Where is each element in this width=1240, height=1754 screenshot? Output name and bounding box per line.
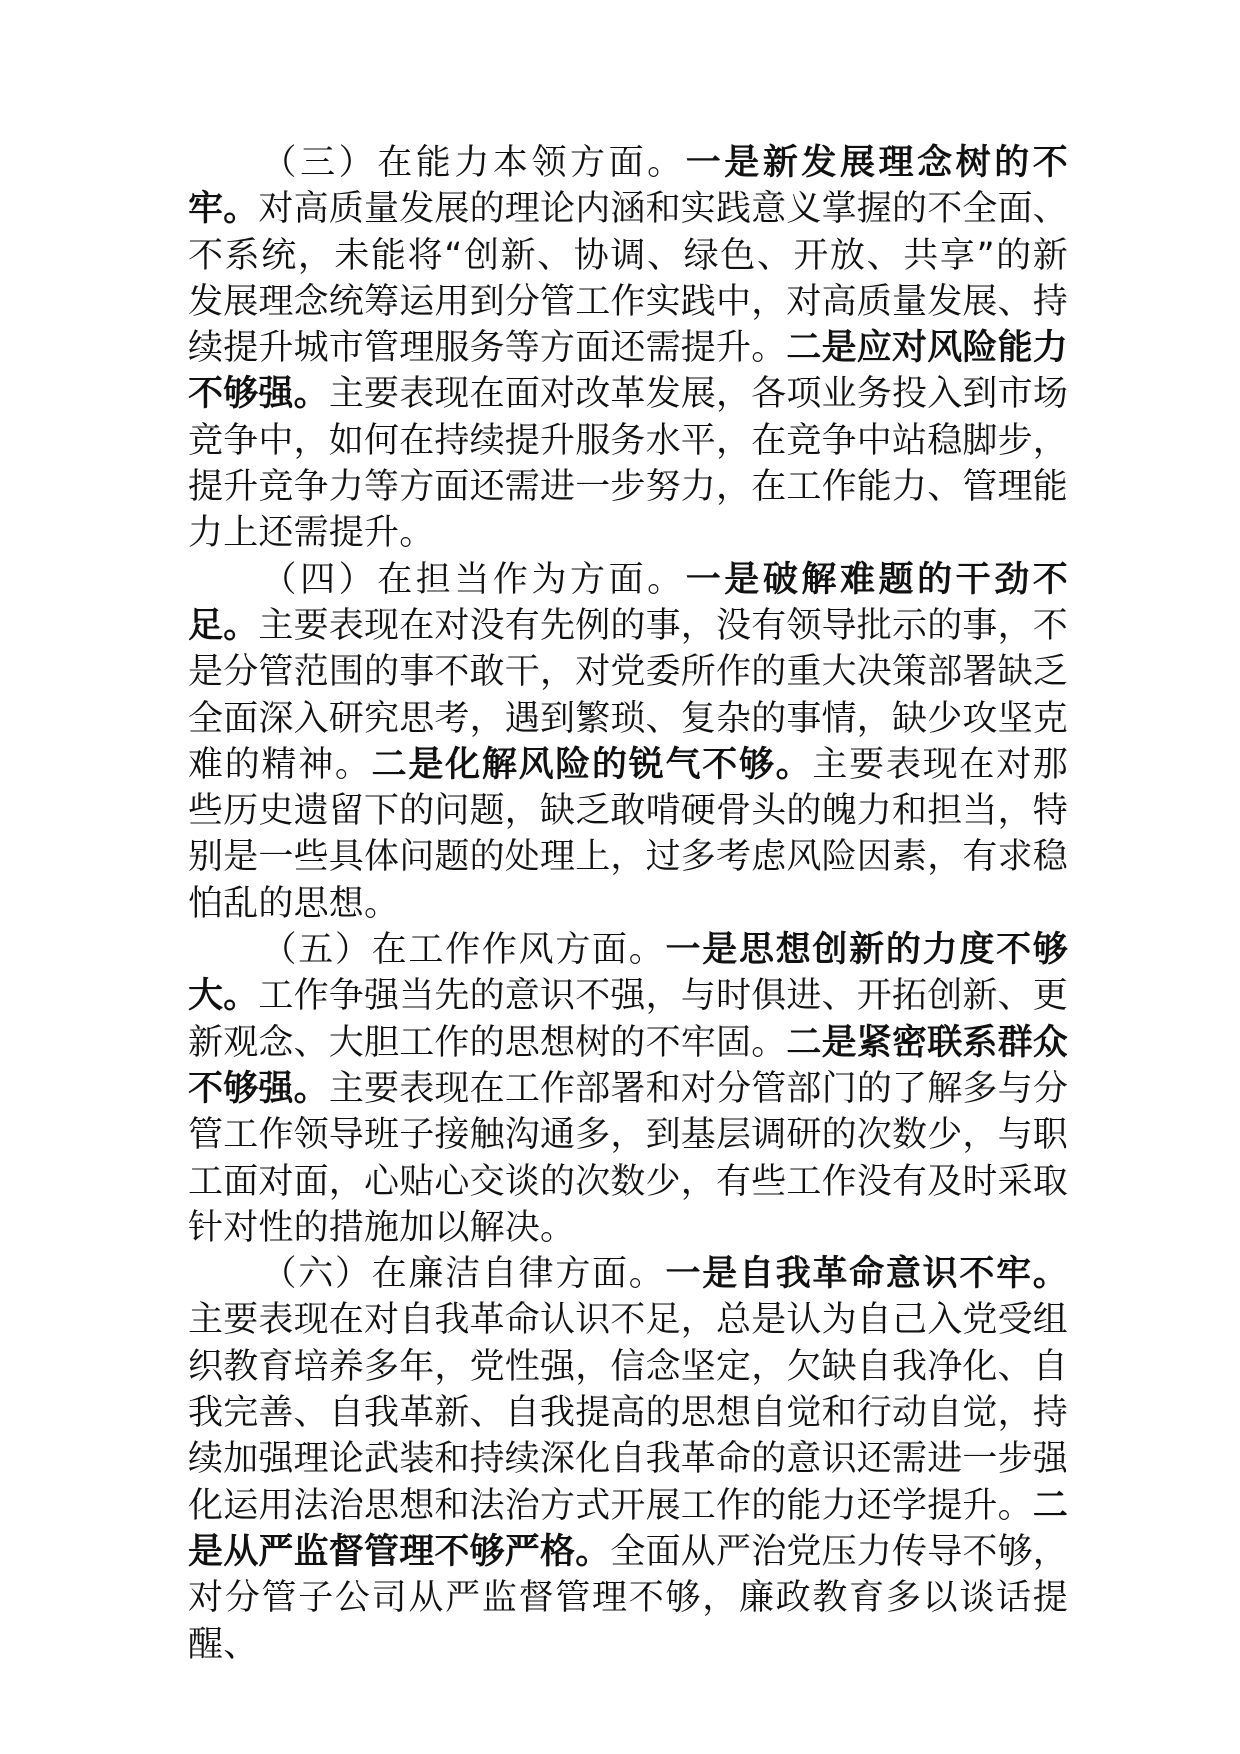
bold-point: 一是新发展理念树的不牢。 (188, 143, 1068, 230)
bold-point: 一是破解难题的干劲不足。 (188, 559, 1068, 646)
section-heading: （四）在担当作为方面。 (261, 559, 686, 600)
document-body (188, 140, 1068, 1668)
bold-point: 二是应对风险能力不够强。 (188, 328, 1069, 415)
body-text: 主要表现在对没有先例的事，没有领导批示的事，不是分管范围的事不敢干，对党委所作的重大决策部署缺乏全面深入研究思考，遇到繁琐、复杂的事情，缺少攻坚克难的精神。 (188, 605, 1069, 785)
section-heading: （六）在廉洁自律方面。 (261, 1254, 666, 1295)
body-text: 主要表现在面对改革发展，各项业务投入到市场竞争中，如何在持续提升服务水平，在竞争中站稳脚步，提升竞争力等方面还需进一步努力，在工作能力、管理能力上还需提升。 (188, 374, 1069, 554)
section-heading: （五）在工作作风方面。 (261, 930, 666, 971)
bold-point: 二是化解风险的锐气不够。 (371, 744, 813, 785)
paragraph-responsibility (188, 557, 1068, 927)
bold-point: 一是自我革命意识不牢。 (665, 1254, 1068, 1295)
section-heading: （三）在能力本领方面。 (261, 143, 686, 183)
paragraph-ability (188, 140, 1068, 557)
paragraph-work-style (188, 927, 1068, 1251)
bold-point: 二是从严监督管理不够严格。 (188, 1485, 1069, 1572)
body-text: 工作争强当先的意识不强，与时俱进、开拓创新、更新观念、大胆工作的思想树的不牢固。 (188, 976, 1069, 1063)
bold-point: 一是思想创新的力度不够大。 (188, 930, 1068, 1017)
body-text: 主要表现在工作部署和对分管部门的了解多与分管工作领导班子接触沟通多，到基层调研的次数少，与职工面对面，心贴心交谈的次数少，有些工作没有及时采取针对性的措施加以解决。 (188, 1068, 1069, 1248)
body-text: 对高质量发展的理论内涵和实践意义掌握的不全面、不系统，未能将“创新、协调、绿色、开放、共享”的新发展理念统筹运用到分管工作实践中，对高质量发展、持续提升城市管理服务等方面还需提升。 (188, 189, 1069, 369)
body-text: 全面从严治党压力传导不够，对分管子公司从严监督管理不够，廉政教育多以谈话提醒、 (188, 1531, 1069, 1665)
bold-point: 二是紧密联系群众不够强。 (188, 1022, 1069, 1109)
body-text: 主要表现在对自我革命认识不足，总是认为自己入党受组织教育培养多年，党性强，信念坚定，欠缺自我净化、自我完善、自我革新、自我提高的思想自觉和行动自觉，持续加强理论武装和持续深化自我革命的意识还需进一步强化运用法治思想和法治方式开展工作的能力还学提升。 (188, 1300, 1069, 1526)
body-text: 主要表现在对那些历史遗留下的问题，缺乏敢啃硬骨头的魄力和担当，特别是一些具体问题的处理上，过多考虑风险因素，有求稳怕乱的思想。 (188, 744, 1069, 924)
paragraph-integrity (188, 1251, 1068, 1668)
